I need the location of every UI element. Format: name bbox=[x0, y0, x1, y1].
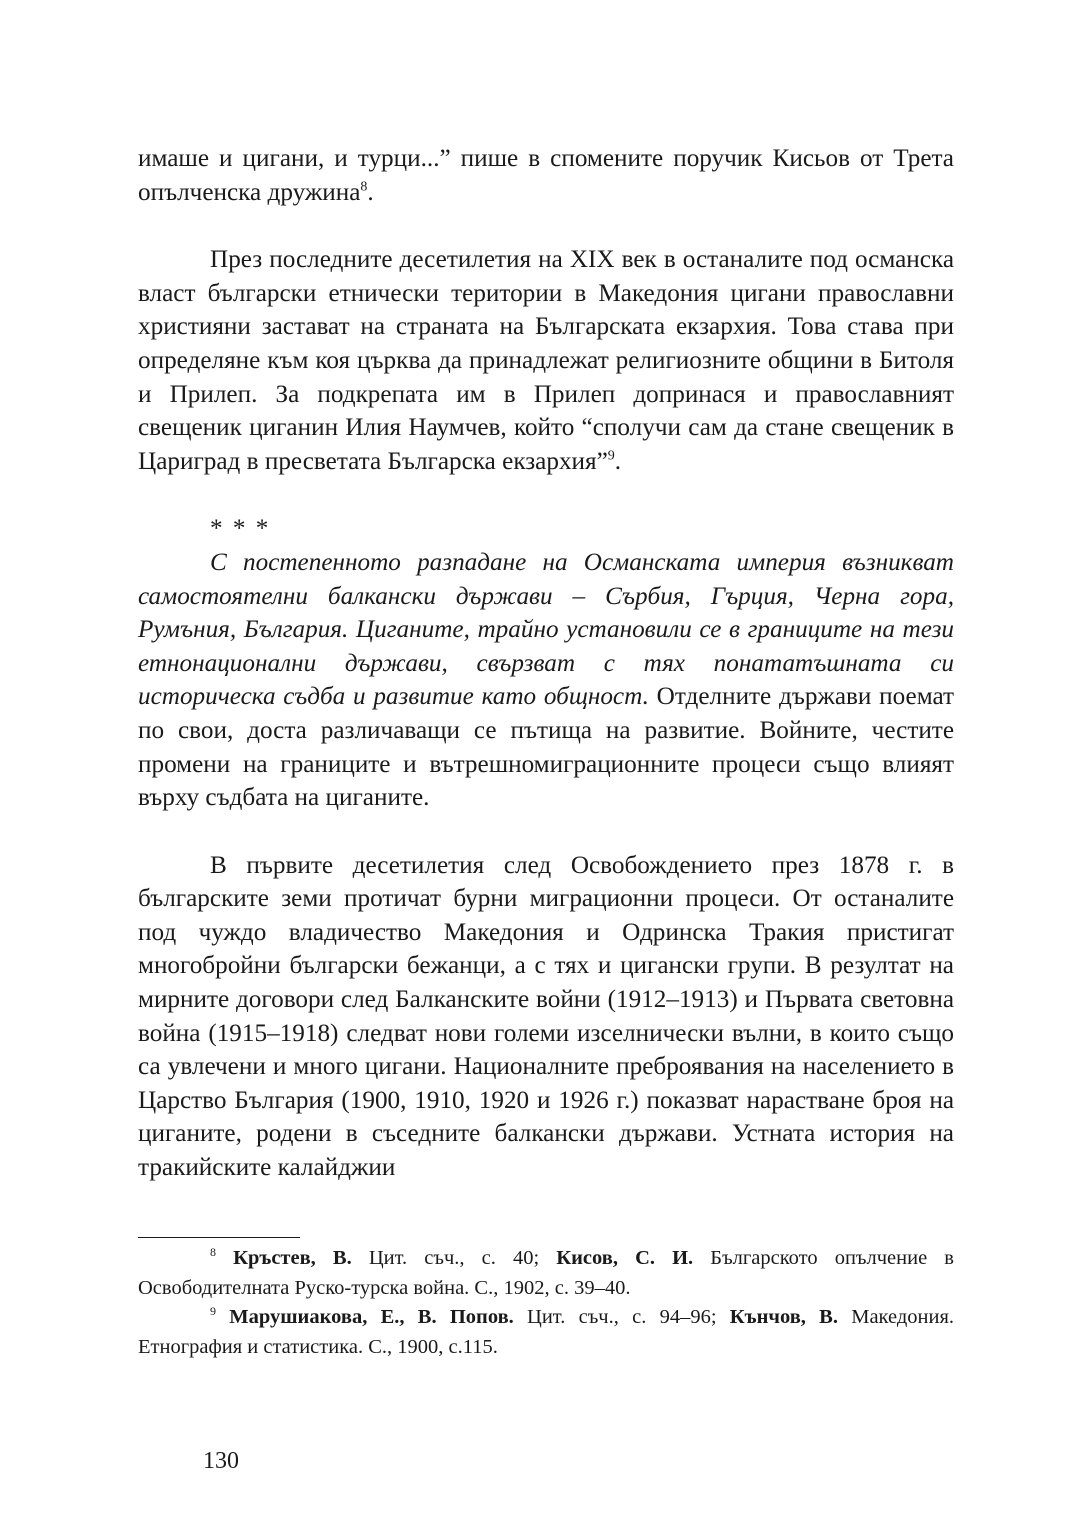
footnote-author: Марушиакова, Е., В. Попов. bbox=[229, 1306, 514, 1328]
paragraph-2-end: . bbox=[614, 447, 622, 475]
footnote-text: Цит. съч., с. 94–96; bbox=[513, 1306, 730, 1328]
paragraph-gap bbox=[138, 209, 954, 243]
paragraph-4 bbox=[138, 849, 954, 1185]
footnote-8 bbox=[138, 1244, 954, 1303]
paragraph-3-italic: С постепенното разпадане на Османската империя възникват самостоятелни балкански държави – Сърбия, Гърция, Черна гора, Румъния, България. Циганите, трайно установили се в границите на тези етнонационални държави, свързват с тях понататъшната си историческа съдба и развитие като общност. bbox=[138, 548, 954, 711]
footnotes bbox=[138, 1244, 954, 1362]
paragraph-3 bbox=[138, 546, 954, 815]
footnote-9 bbox=[138, 1303, 954, 1362]
section-separator: * * * bbox=[210, 515, 271, 543]
paragraph-2-text: През последните десетилетия на XIX век в останалите под османска власт български етнически територии в Македония цигани православни християни застават на страната на Българската екзархия. Това става при определяне към коя църква да принадлежат религиозните общини в Битоля и Прилеп. За подкрепата им в Прилеп допринася и православният свещеник циганин Илия Наумчев, който “сполучи сам да стане свещеник в Цариград в пресветата Българска екзархия” bbox=[138, 246, 954, 475]
paragraph-2 bbox=[138, 243, 954, 478]
footnote-number: 9 bbox=[210, 1304, 216, 1319]
paragraph-4-text: В първите десетилетия след Освобождението през 1878 г. в българските земи протичат бурни миграционни процеси. От останалите под чуждо владичество Македония и Одринска Тракия пристигат многобройни български бежанци, а с тях и цигански групи. В резултат на мирните договори след Балканските войни (1912–1913) и Първата световна война (1915–1918) следват нови големи изселнически вълни, в които също са увлечени и много цигани. Националните преброявания на населението в Царство България (1900, 1910, 1920 и 1926 г.) показват нарастване броя на циганите, родени в съседните балкански държави. Устната история на тракийските калайджии bbox=[138, 851, 954, 1182]
footnote-author: Кисов, С. И. bbox=[556, 1247, 694, 1269]
footnote-ref-8: 8 bbox=[360, 179, 368, 195]
footnote-author: Кънчов, В. bbox=[729, 1306, 838, 1328]
footnote-divider bbox=[138, 1237, 300, 1238]
footnote-ref-9: 9 bbox=[607, 448, 615, 464]
paragraph-gap bbox=[138, 478, 954, 512]
paragraph-1-end: . bbox=[367, 178, 374, 206]
paragraph-3-regular: Отделните държави поемат по свои, доста различаващи се пътища на развитие. Войните, честите промени на границите и вътрешномиграционните процеси също влияят върху съдбата на циганите. bbox=[138, 683, 955, 812]
footnote-text: Македония. Етнография и статистика. С., 1900, с.115. bbox=[138, 1306, 955, 1358]
paragraph-gap bbox=[138, 815, 954, 849]
footnote-text: Цит. съч., с. 40; bbox=[351, 1247, 557, 1269]
paragraph-1-text: имаше и цигани, и турци...” пише в спомените поручик Кисьов от Трета опълченска дружина bbox=[138, 145, 954, 206]
footnote-number: 8 bbox=[210, 1245, 216, 1260]
main-text bbox=[138, 142, 954, 1185]
paragraph-1 bbox=[138, 142, 954, 209]
footnote-author: Кръстев, В. bbox=[233, 1247, 352, 1269]
page-number: 130 bbox=[203, 1448, 239, 1474]
footnote-text: Българското опълчение в Освободителната Руско-турска война. С., 1902, с. 39–40. bbox=[138, 1247, 954, 1299]
